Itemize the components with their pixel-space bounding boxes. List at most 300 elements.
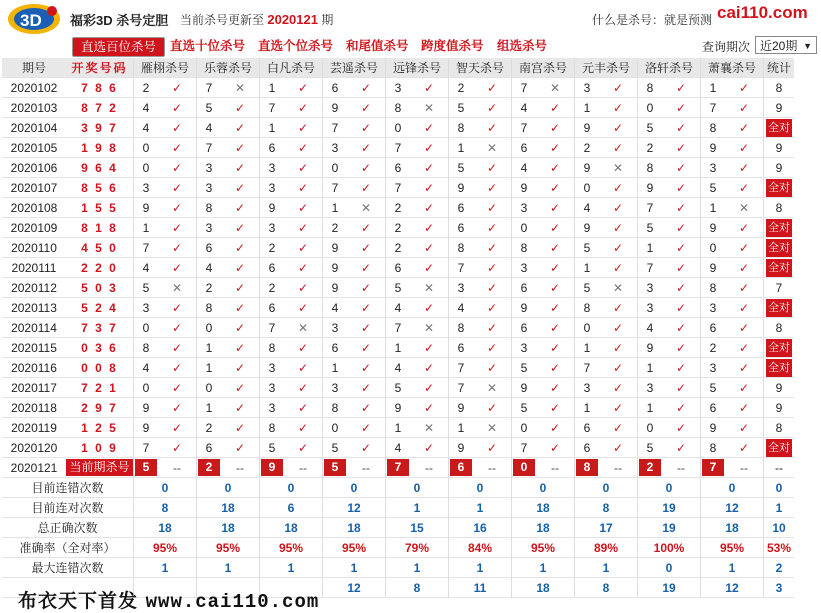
kill-number: 4	[512, 98, 537, 118]
cross-icon: ✕	[347, 198, 386, 218]
kill-number: 9	[449, 438, 474, 458]
stat-value: 8	[575, 498, 638, 518]
stat-value: 1	[260, 558, 323, 578]
kill-number: 9	[701, 418, 726, 438]
check-icon: ✓	[599, 398, 638, 418]
kill-number: 5	[638, 438, 663, 458]
stat-value: 95%	[701, 538, 764, 558]
check-icon: ✓	[536, 138, 575, 158]
stat-value: 79%	[386, 538, 449, 558]
kill-number: 2	[260, 278, 285, 298]
kill-number: 9	[701, 138, 726, 158]
kill-number: 3	[512, 338, 537, 358]
check-icon: ✓	[158, 298, 197, 318]
current-kill-number: 5	[134, 458, 159, 478]
kill-number: 7	[386, 138, 411, 158]
kill-number: 1	[134, 218, 159, 238]
col-header-predictor: 元丰杀号	[575, 58, 638, 78]
check-icon: ✓	[221, 178, 260, 198]
draw-number-cell: 9 6 4	[66, 158, 134, 178]
stat-label: 目前连错次数	[2, 478, 134, 498]
stat-value: 1	[701, 558, 764, 578]
kill-number: 3	[512, 198, 537, 218]
kill-number: 4	[197, 118, 222, 138]
kill-number: 9	[638, 338, 663, 358]
kill-number: 0	[638, 418, 663, 438]
table-row	[2, 278, 794, 298]
issue-cell: 2020103	[2, 98, 66, 118]
check-icon: ✓	[347, 438, 386, 458]
check-icon: ✓	[473, 78, 512, 98]
kill-number: 8	[701, 438, 726, 458]
draw-number-cell: 7 2 1	[66, 378, 134, 398]
kill-number: 5	[260, 438, 285, 458]
check-icon: ✓	[536, 278, 575, 298]
kill-number: 1	[638, 398, 663, 418]
kill-number: 7	[386, 178, 411, 198]
kill-number: 5	[701, 178, 726, 198]
check-icon: ✓	[410, 178, 449, 198]
kill-number: 6	[260, 298, 285, 318]
cross-icon: ✕	[284, 318, 323, 338]
stat-cell	[764, 338, 795, 358]
check-icon: ✓	[284, 298, 323, 318]
kill-number: 7	[449, 358, 474, 378]
table-row	[2, 438, 794, 458]
issue-cell: 2020117	[2, 378, 66, 398]
stat-row	[2, 538, 794, 558]
check-icon: ✓	[473, 198, 512, 218]
tab-sum-tail[interactable]: 和尾值杀号	[346, 39, 409, 53]
stat-value: 95%	[197, 538, 260, 558]
stat-value: 0	[386, 478, 449, 498]
kill-number: 4	[134, 258, 159, 278]
site-logo-text[interactable]: cai110.com	[717, 3, 808, 22]
kill-number: 1	[197, 398, 222, 418]
stat-value: 95%	[134, 538, 197, 558]
table-row	[2, 398, 794, 418]
check-icon: ✓	[662, 298, 701, 318]
kill-number: 3	[134, 298, 159, 318]
current-kill-number: 2	[197, 458, 222, 478]
stat-label: 目前连对次数	[2, 498, 134, 518]
check-icon: ✓	[347, 158, 386, 178]
check-icon: ✓	[410, 118, 449, 138]
check-icon: ✓	[725, 358, 764, 378]
kill-number: 9	[512, 178, 537, 198]
col-header-predictor: 南宫杀号	[512, 58, 575, 78]
check-icon: ✓	[662, 438, 701, 458]
kill-number: 9	[575, 118, 600, 138]
kill-number: 7	[512, 78, 537, 98]
kill-number: 3	[386, 78, 411, 98]
kill-number: 4	[638, 318, 663, 338]
draw-number-cell: 1 2 5	[66, 418, 134, 438]
kill-number: 1	[575, 98, 600, 118]
svg-text:3D: 3D	[20, 11, 42, 30]
current-mark: --	[536, 458, 575, 478]
cross-icon: ✕	[221, 78, 260, 98]
check-icon: ✓	[662, 218, 701, 238]
table-row	[2, 198, 794, 218]
check-icon: ✓	[158, 398, 197, 418]
kill-number: 6	[512, 138, 537, 158]
kill-number: 7	[512, 438, 537, 458]
kill-number: 7	[638, 258, 663, 278]
stat-value: 18	[197, 498, 260, 518]
kill-number: 3	[197, 218, 222, 238]
check-icon: ✓	[473, 358, 512, 378]
tab-hundreds[interactable]: 直选百位杀号	[72, 37, 165, 57]
kill-number: 1	[701, 78, 726, 98]
kill-number: 7	[323, 118, 348, 138]
kill-number: 9	[575, 218, 600, 238]
check-icon: ✓	[284, 198, 323, 218]
current-kill-number: 6	[449, 458, 474, 478]
kill-number: 7	[197, 138, 222, 158]
check-icon: ✓	[221, 418, 260, 438]
check-icon: ✓	[599, 318, 638, 338]
kill-number: 3	[197, 178, 222, 198]
current-kill-number: 8	[575, 458, 600, 478]
check-icon: ✓	[347, 358, 386, 378]
stat-value: 53%	[764, 538, 795, 558]
stat-value: 95%	[260, 538, 323, 558]
kill-number: 7	[575, 358, 600, 378]
stat-value: 95%	[323, 538, 386, 558]
check-icon: ✓	[284, 78, 323, 98]
check-icon: ✓	[347, 418, 386, 438]
kill-number: 4	[575, 198, 600, 218]
check-icon: ✓	[410, 198, 449, 218]
check-icon: ✓	[725, 378, 764, 398]
check-icon: ✓	[347, 98, 386, 118]
stat-value: 17	[575, 518, 638, 538]
check-icon: ✓	[221, 378, 260, 398]
kill-number: 2	[638, 138, 663, 158]
stat-value: 16	[449, 518, 512, 538]
table-row	[2, 178, 794, 198]
all-correct-badge: 全对	[766, 439, 792, 457]
check-icon: ✓	[725, 118, 764, 138]
stat-cell: 9	[764, 138, 795, 158]
kill-number: 3	[512, 258, 537, 278]
stat-value: 11	[449, 578, 512, 598]
draw-number-cell: 0 3 6	[66, 338, 134, 358]
check-icon: ✓	[599, 198, 638, 218]
check-icon: ✓	[221, 158, 260, 178]
check-icon: ✓	[725, 98, 764, 118]
check-icon: ✓	[347, 118, 386, 138]
check-icon: ✓	[158, 138, 197, 158]
table-row	[2, 78, 794, 98]
check-icon: ✓	[221, 258, 260, 278]
draw-number-cell: 7 8 6	[66, 78, 134, 98]
current-mark: --	[284, 458, 323, 478]
check-icon: ✓	[158, 318, 197, 338]
kill-number: 3	[638, 278, 663, 298]
col-header-predictor: 萧襄杀号	[701, 58, 764, 78]
kill-number: 3	[701, 298, 726, 318]
draw-number-cell: 8 7 2	[66, 98, 134, 118]
check-icon: ✓	[473, 298, 512, 318]
chevron-down-icon: ▼	[803, 41, 812, 51]
check-icon: ✓	[284, 138, 323, 158]
stat-value: 0	[512, 478, 575, 498]
check-icon: ✓	[536, 398, 575, 418]
kill-number: 7	[386, 318, 411, 338]
check-icon: ✓	[347, 138, 386, 158]
check-icon: ✓	[662, 338, 701, 358]
issue-cell: 2020118	[2, 398, 66, 418]
check-icon: ✓	[725, 258, 764, 278]
table-row	[2, 338, 794, 358]
kill-number: 2	[386, 218, 411, 238]
draw-number-cell: 8 5 6	[66, 178, 134, 198]
stat-value: 1	[575, 558, 638, 578]
check-icon: ✓	[599, 438, 638, 458]
check-icon: ✓	[599, 98, 638, 118]
update-info: 当前杀号更新至 2020121 期	[180, 12, 334, 27]
kill-number: 9	[449, 398, 474, 418]
kill-number: 1	[260, 78, 285, 98]
current-mark: --	[347, 458, 386, 478]
issue-cell: 2020111	[2, 258, 66, 278]
kill-number: 6	[260, 138, 285, 158]
issue-cell: 2020121	[2, 458, 66, 478]
kill-number: 3	[701, 158, 726, 178]
kill-number: 0	[386, 118, 411, 138]
draw-number-cell: 0 0 8	[66, 358, 134, 378]
issue-cell: 2020112	[2, 278, 66, 298]
kill-number: 3	[323, 318, 348, 338]
check-icon: ✓	[725, 298, 764, 318]
check-icon: ✓	[536, 178, 575, 198]
kill-number: 9	[512, 298, 537, 318]
kill-number: 3	[575, 78, 600, 98]
all-correct-badge: 全对	[766, 359, 792, 377]
check-icon: ✓	[221, 278, 260, 298]
kill-number: 0	[638, 98, 663, 118]
check-icon: ✓	[662, 178, 701, 198]
current-kill-number: 5	[323, 458, 348, 478]
check-icon: ✓	[473, 398, 512, 418]
kill-number: 9	[134, 418, 159, 438]
tab-group[interactable]: 组选杀号	[497, 39, 548, 53]
col-header-predictor: 雁栩杀号	[134, 58, 197, 78]
stat-value: 100%	[638, 538, 701, 558]
check-icon: ✓	[284, 218, 323, 238]
stat-value: 1	[386, 498, 449, 518]
kill-number: 5	[134, 278, 159, 298]
check-icon: ✓	[725, 78, 764, 98]
stat-value: 12	[701, 578, 764, 598]
stat-value: 1	[512, 558, 575, 578]
3d-logo-icon	[6, 2, 62, 36]
tab-units[interactable]: 直选个位杀号	[258, 39, 334, 53]
all-correct-badge: 全对	[766, 119, 792, 137]
check-icon: ✓	[284, 98, 323, 118]
check-icon: ✓	[347, 338, 386, 358]
issue-cell: 2020115	[2, 338, 66, 358]
col-header-number: 开奖号码	[66, 58, 134, 78]
kill-number: 2	[197, 418, 222, 438]
kill-number: 7	[260, 98, 285, 118]
check-icon: ✓	[221, 318, 260, 338]
nav-bar	[0, 36, 821, 58]
cross-icon: ✕	[410, 318, 449, 338]
current-mark: --	[473, 458, 512, 478]
check-icon: ✓	[410, 298, 449, 318]
kill-number: 3	[197, 158, 222, 178]
check-icon: ✓	[158, 358, 197, 378]
check-icon: ✓	[725, 138, 764, 158]
kill-number: 9	[449, 178, 474, 198]
kill-number: 9	[512, 378, 537, 398]
stat-value: 1	[386, 558, 449, 578]
col-header-predictor: 智天杀号	[449, 58, 512, 78]
kill-number: 1	[386, 338, 411, 358]
kill-number: 9	[701, 258, 726, 278]
current-kill-button[interactable]: 当前期杀号	[66, 458, 134, 478]
table-row	[2, 298, 794, 318]
kill-number: 5	[197, 98, 222, 118]
kill-number: 8	[197, 198, 222, 218]
kill-number: 7	[260, 318, 285, 338]
check-icon: ✓	[158, 378, 197, 398]
check-icon: ✓	[662, 318, 701, 338]
check-icon: ✓	[599, 238, 638, 258]
draw-number-cell: 2 2 0	[66, 258, 134, 278]
check-icon: ✓	[221, 358, 260, 378]
kill-number: 3	[323, 138, 348, 158]
stat-value: 1	[449, 558, 512, 578]
stat-value: 19	[638, 498, 701, 518]
stat-value: 18	[134, 518, 197, 538]
stat-value: 18	[323, 518, 386, 538]
table-row	[2, 378, 794, 398]
stat-value: 0	[260, 478, 323, 498]
check-icon: ✓	[347, 378, 386, 398]
kill-number: 3	[260, 218, 285, 238]
kill-number: 6	[386, 158, 411, 178]
check-icon: ✓	[347, 278, 386, 298]
kill-number: 3	[449, 278, 474, 298]
check-icon: ✓	[347, 78, 386, 98]
draw-number-cell: 5 2 4	[66, 298, 134, 318]
stat-value: 10	[764, 518, 795, 538]
check-icon: ✓	[599, 298, 638, 318]
stat-value: 0	[134, 478, 197, 498]
cross-icon: ✕	[158, 278, 197, 298]
current-mark: --	[158, 458, 197, 478]
cross-icon: ✕	[725, 198, 764, 218]
check-icon: ✓	[410, 438, 449, 458]
stat-value: 8	[386, 578, 449, 598]
cross-icon: ✕	[410, 98, 449, 118]
check-icon: ✓	[284, 158, 323, 178]
stat-row	[2, 498, 794, 518]
kill-number: 6	[197, 238, 222, 258]
check-icon: ✓	[473, 238, 512, 258]
check-icon: ✓	[473, 278, 512, 298]
check-icon: ✓	[662, 78, 701, 98]
check-icon: ✓	[284, 278, 323, 298]
tab-tens[interactable]: 直选十位杀号	[170, 39, 246, 53]
brand-title: 福彩3D 杀号定胆	[70, 13, 169, 28]
stat-cell: 9	[764, 98, 795, 118]
check-icon: ✓	[158, 198, 197, 218]
kill-number: 5	[701, 378, 726, 398]
kill-number: 4	[197, 258, 222, 278]
kill-number: 5	[386, 278, 411, 298]
stat-value: 1	[323, 558, 386, 578]
check-icon: ✓	[599, 358, 638, 378]
kill-number: 2	[386, 238, 411, 258]
kill-number: 5	[512, 398, 537, 418]
kill-number: 2	[386, 198, 411, 218]
kill-number: 8	[260, 338, 285, 358]
stat-label: 准确率（全对率）	[2, 538, 134, 558]
check-icon: ✓	[599, 218, 638, 238]
stat-cell	[764, 238, 795, 258]
check-icon: ✓	[221, 138, 260, 158]
table-row	[2, 358, 794, 378]
stat-label: 最大连错次数	[2, 558, 134, 578]
issue-cell: 2020110	[2, 238, 66, 258]
check-icon: ✓	[347, 398, 386, 418]
stat-value: 0	[449, 478, 512, 498]
kill-number: 4	[134, 358, 159, 378]
check-icon: ✓	[662, 398, 701, 418]
current-kill-number: 7	[386, 458, 411, 478]
kill-number: 3	[260, 358, 285, 378]
kill-number: 0	[575, 178, 600, 198]
col-header-stat: 统计	[764, 58, 795, 78]
check-icon: ✓	[347, 298, 386, 318]
kill-number: 8	[701, 118, 726, 138]
period-select[interactable]	[755, 36, 817, 54]
kill-number: 2	[260, 238, 285, 258]
check-icon: ✓	[410, 378, 449, 398]
kill-number: 7	[134, 438, 159, 458]
kill-number: 0	[197, 318, 222, 338]
kill-number: 0	[134, 158, 159, 178]
check-icon: ✓	[410, 358, 449, 378]
check-icon: ✓	[662, 98, 701, 118]
kill-number: 8	[197, 298, 222, 318]
kill-number: 8	[449, 318, 474, 338]
kill-number-table	[2, 58, 794, 598]
check-icon: ✓	[536, 198, 575, 218]
table-row	[2, 418, 794, 438]
stat-value: 1	[449, 498, 512, 518]
check-icon: ✓	[284, 338, 323, 358]
col-header-predictor: 乐蓉杀号	[197, 58, 260, 78]
check-icon: ✓	[473, 438, 512, 458]
issue-cell: 2020109	[2, 218, 66, 238]
tab-span[interactable]: 跨度值杀号	[421, 39, 484, 53]
issue-cell: 2020108	[2, 198, 66, 218]
check-icon: ✓	[536, 318, 575, 338]
check-icon: ✓	[221, 298, 260, 318]
stat-value: 18	[260, 518, 323, 538]
current-mark: --	[662, 458, 701, 478]
stat-value: 95%	[512, 538, 575, 558]
check-icon: ✓	[662, 238, 701, 258]
draw-number-cell: 1 5 5	[66, 198, 134, 218]
check-icon: ✓	[599, 178, 638, 198]
